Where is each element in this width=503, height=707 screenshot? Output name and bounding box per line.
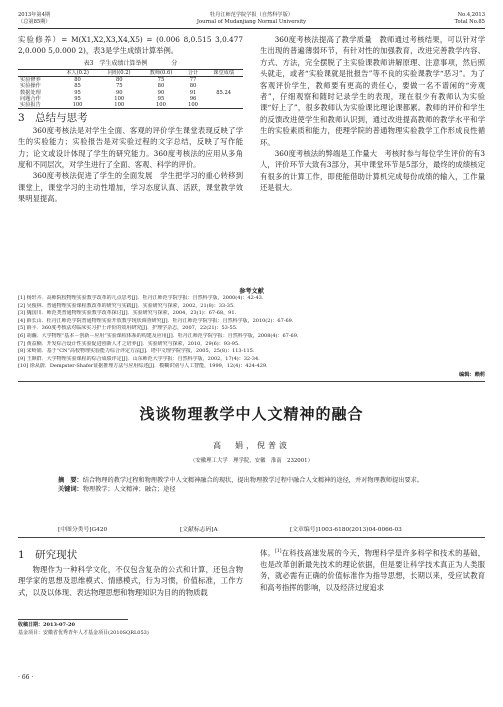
summary-paragraph: 360度考核法是对学生全面、客观的评价学生课堂表现反映了学生的实验能力；实验报告是对实验过程的文字总结，反映了写作能力；论文或设计体现了学生的研究能力。360度考核法的应用从多角度和不同层次，对学生进行了全面、客观、科学的评价。 <box>18 125 243 169</box>
reference-item: [5] 薛平．360度考核法对临床实习护士评价的效用研究[J]．护理学杂志，2007，22(21)：53-55. <box>18 325 238 332</box>
editor-credit: 编辑：赖莉 <box>459 372 485 378</box>
header-rule <box>18 28 485 29</box>
table-cell: 77 <box>189 77 197 84</box>
abstract-label: 摘 要： <box>58 477 83 484</box>
table-cell: 90 <box>115 89 123 96</box>
issue-number: No.4,2013 <box>457 12 485 18</box>
table-cell <box>204 77 243 84</box>
article-right-column <box>260 546 485 593</box>
table-cell: 95 <box>74 89 81 96</box>
journal-name-en: Journal of Mudanjiang Normal University <box>196 18 307 25</box>
table-cell: 91 <box>189 89 197 96</box>
reference-item: [9] 王颜群．大学物理实验课程的综合成绩评定[J]．山东师范大学学报：自然科学版，2002，17(4)：32-34. <box>18 355 260 362</box>
reference-item: [10] 徐从蔚．Dempster-Shafer证据推理方法与应用综述[J]．模糊识别与人工智能，1999，12(4)：424-429. <box>18 363 268 370</box>
reference-item: [8] 宋岭娟．基于“CN”高校物理实验能力综合评定方法[J]．塔中文理学院学报，2005，25(8)：113-115. <box>18 348 255 355</box>
table-cell: 85.24 <box>216 89 232 96</box>
header-right <box>455 12 486 25</box>
article-title: 浅谈物理教学中人文精神的融合 <box>139 405 364 423</box>
development-paragraph: 360度考核法促进了学生的全面发展 学生把学习的重心转移到课堂上，课堂学习的主动性增加，学习态度认真、活跃，课堂教学效果明显提高。 <box>18 171 243 204</box>
left-column <box>18 34 243 205</box>
keywords-text: 物理教学；人文精神；融合；途径 <box>82 486 176 494</box>
table-cell: 实验报告 <box>20 101 41 108</box>
intro-text-continued: 在科技高速发展的今天，物理科学是许多科学和技术的基础，也是改革创新最先技术的理论依据，但是要让科学技术真正为人类服务，就必需有正确的价值标准作为指导思想，长期以来，受应试教育和高考指挥的影响，以及经济过度追求 <box>260 548 485 592</box>
table-cell: 100 <box>72 101 83 108</box>
table-cell: 95 <box>74 95 81 102</box>
drawback-paragraph: 360度考核法的弊端是工作量大 考核时参与每位学生评价的有3人，评价环节大致有3部分，其中课堂环节是5部分，最终的成绩核定有很多的计算工作，即使能借助计算机完成每份成绩的输入，工作量还是很大。 <box>260 149 485 193</box>
total-number: Total No.85 <box>454 18 485 25</box>
section-heading: 3 总结与思考 <box>18 111 88 124</box>
article-divider <box>18 381 485 382</box>
table-header-cell: 课堂成绩 <box>213 70 235 77</box>
total-issue-line: （总第85期） <box>18 18 51 25</box>
article-id: [文章编号]1003-6180(2013)04-0066-03 <box>290 527 402 533</box>
table-header-cell: 教师(0.6) <box>149 70 173 77</box>
table-cell: 80 <box>115 77 123 84</box>
footnotes <box>18 622 243 637</box>
table-cell: 数据处理 <box>20 89 41 96</box>
abstract-text: 结合物理的教学过程和物理教学中人文精神融合的现状，提出物理教学过程中融合人文精神的途径，并对物理教师提出要求。 <box>82 477 424 484</box>
table-row <box>18 102 243 109</box>
page-number: · 66 · <box>18 674 34 681</box>
table-cell <box>204 102 243 109</box>
table-cell: 100 <box>114 101 125 108</box>
table-cell: 75 <box>115 83 123 90</box>
formula-paragraph: 实验修养）= M(X1,X2,X3,X4,X5) = (0.006 8,0.515 3,0.477 2,0.000 5,0.000 2)，表3是学生成绩计算举例。 <box>18 35 243 56</box>
intro-paragraph-right <box>260 546 485 593</box>
table-row <box>18 77 243 84</box>
citation-marker: [1] <box>275 549 282 554</box>
table-cell: 95 <box>157 95 165 102</box>
table-cell: 80 <box>74 77 81 84</box>
clc-number: [中图分类号]G420 <box>58 527 108 533</box>
header-left <box>18 12 51 25</box>
fund-project: 基金项目：安徽省优秀青年人才基金项目(2010SQRL053) <box>18 629 149 636</box>
table-cell: 实验操作 <box>20 83 41 90</box>
table-header-cell: 同组(0.2) <box>107 70 131 77</box>
reference-item: [2] 吴俊林．普通物理实验课程教改革的研究与实践[J]．实验研究与探索，2002，21(8)：33-35. <box>18 302 235 309</box>
reference-item: [1] 杨轩卉．高师院校物理实验教学改革的几点思考[J]．牡丹江师范学院学报：自然科学版，2000(4)：42-43. <box>18 295 264 301</box>
table-cell: 75 <box>157 77 165 84</box>
table-cell: 80 <box>189 83 197 90</box>
received-date: 收稿日期：2013-07-20 <box>18 622 75 628</box>
article-affiliation: （安徽理工大学 理学院，安徽 淮南 232001） <box>189 458 313 464</box>
table-cell: 实验修养 <box>20 77 41 84</box>
table-cell: 100 <box>188 101 198 108</box>
right-column <box>260 34 485 194</box>
keywords <box>58 485 458 494</box>
table-cell: 90 <box>157 89 165 96</box>
metadata-divider <box>18 537 485 538</box>
table-cell: 80 <box>157 83 165 90</box>
reference-item: [3] 魏国川．师范类普通物理实验教学改革探讨[J]．实验研究与探索，2004，23(1)：67-68，91. <box>18 310 237 317</box>
table-title: 表3 学生成绩计算举例 分 <box>83 59 178 67</box>
keywords-label: 关键词： <box>58 486 83 494</box>
article-left-column <box>18 564 243 598</box>
table-cell: 问题合作 <box>20 95 41 102</box>
grades-table <box>18 69 243 109</box>
footnote-rule <box>18 619 128 620</box>
abstract <box>58 476 458 485</box>
table-cell: 100 <box>114 95 125 102</box>
table-cell: 85 <box>74 83 81 90</box>
document-code: [文献标志码]A <box>180 527 218 533</box>
intro-paragraph-left: 物理作为一种科学文化，不仅包含复杂的公式和计算，还包含物理学家的思想及思维模式、情感模式，行为习惯，价值标准，工作方式，以及以体现、表达物理思想和物理知识为目的的物质载 <box>18 565 243 597</box>
reference-item: [7] 黄益楠．开发综合设计性实验促进创新人才之培养[J]．实验研究与探索，2010，29(6)：93-95. <box>18 340 240 347</box>
table-header-row <box>18 70 243 77</box>
table-cell: 96 <box>189 95 197 102</box>
section-heading: 1 研究现状 <box>18 549 78 561</box>
table-cell: 100 <box>155 101 166 108</box>
references-list <box>18 295 485 371</box>
intro-text-start: 体。 <box>260 548 276 558</box>
abstract-block <box>58 476 458 495</box>
reference-item: [4] 薛长山．杜丹江师范学院普通物理实验开放教学现状调查研究[J]．牡丹江师范学院学报：自然科学版，2010(2)：67-69. <box>18 317 294 324</box>
quality-paragraph: 360度考核法提高了教学质量 教师通过考核结果，可以针对学生出现的普遍薄弱环节，有针对性的加强教育，改进完善教学内容、方式、方法，完全摆脱了主实验课教师讲解原理、注意事项，然后照头就走，或者“实验课就是批报告”等不良的实验课教学“恶习”。为了客观评价学生，教师要有更高的责任心，要做一名不谱闲的“旁观者”，仔细观察和随时记录学生的表现，现在很少有教师认为实验课“好上了”，很多教师认为实验课比理论课都累。教师的评价和学生的反馈改进使学生和教师认识到，通过改进提高教师的教学水平和学生的实验素质和能力，使理学院的普通物理实验教学工作形成良性循环。 <box>260 35 485 147</box>
table-header-cell: 合计 <box>187 70 199 77</box>
issue-line: 2013年第4期 <box>18 12 51 18</box>
article-authors: 高 娟，倪普波 <box>213 441 290 450</box>
table-header-cell: 本人(0.2) <box>66 70 89 77</box>
references-title: 参考文献 <box>239 288 264 295</box>
header-center <box>150 12 353 25</box>
journal-name-cn: 牡丹江师范学院学报（自然科学版） <box>209 12 293 18</box>
table-header-cell <box>18 70 57 77</box>
reference-item: [6] 胡瀚．大学物理“基本－创新－应用”实验课程体系的构建及应用[J]．牡丹江师范学院学报：自然科学版，2008(4)：67-69. <box>18 332 299 339</box>
